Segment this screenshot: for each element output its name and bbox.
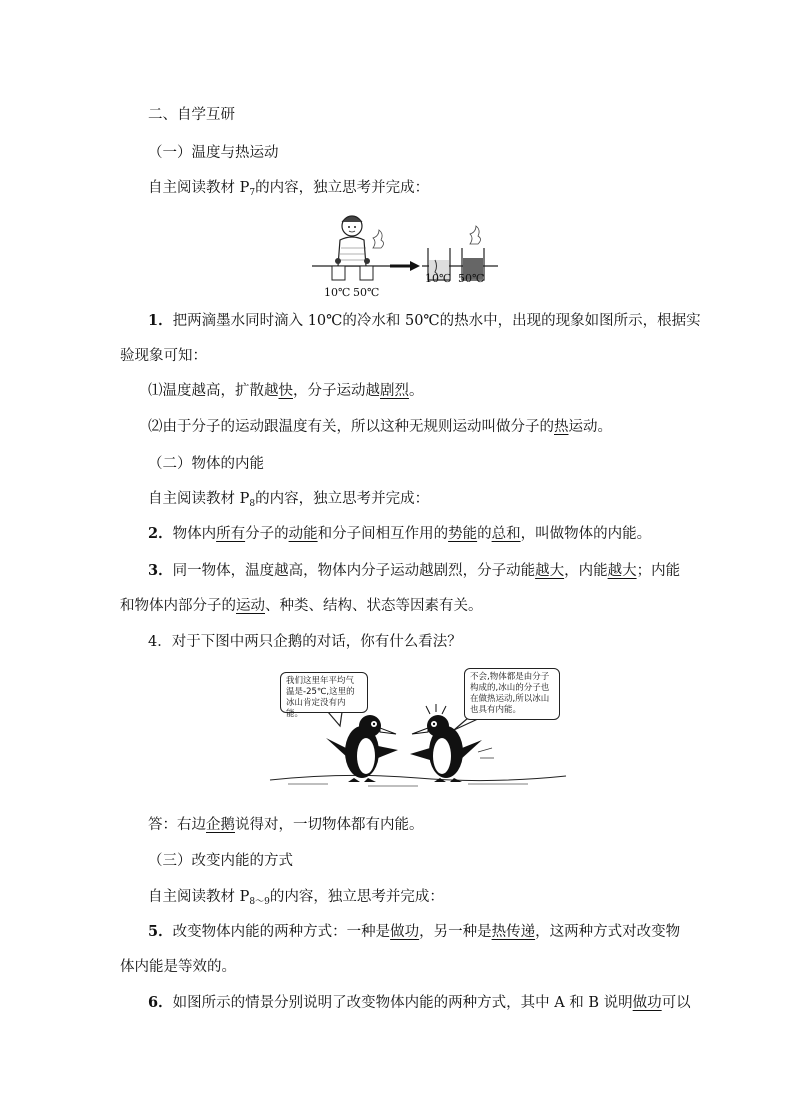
q4-question: 4．对于下图中两只企鹅的对话，你有什么看法？ <box>148 634 462 650</box>
section-title: 二、自学互研 <box>148 107 235 123</box>
label-hot-1: 50℃ <box>353 286 380 299</box>
q1-line1: 1．把两滴墨水同时滴入 10℃的冷水和 50℃的热水中，出现的现象如图所示，根据实 <box>148 312 701 329</box>
label-hot-2: 50℃ <box>458 272 485 285</box>
q3-line2: 和物体内部分子的运动、种类、结构、状态等因素有关。 <box>120 598 483 614</box>
q1-sub2: ⑵由于分子的运动跟温度有关，所以这种无规则运动叫做分子的热运动。 <box>148 419 612 435</box>
q6-line1: 6．如图所示的情景分别说明了改变物体内能的两种方式，其中 A 和 B 说明做功可以 <box>148 994 691 1011</box>
part3-instruction: 自主阅读教材 $P_{8\sim 9}$的内容，独立思考并完成： <box>148 889 444 907</box>
label-cold-1: 10℃ <box>324 286 351 299</box>
part3-heading: （三）改变内能的方式 <box>148 853 293 869</box>
part2-instruction: 自主阅读教材 $P_8$的内容，独立思考并完成： <box>148 491 430 509</box>
speech-bubble-left: 我们这里年平均气温是-25℃,这里的冰山肯定没有内能。 <box>280 672 368 713</box>
q1-line2: 验现象可知： <box>120 348 207 364</box>
part2-heading: （二）物体的内能 <box>148 456 264 472</box>
part1-heading: （一）温度与热运动 <box>148 145 279 161</box>
penguin-figure <box>268 668 568 790</box>
q3-line1: 3．同一物体，温度越高，物体内分子运动越剧烈，分子动能越大，内能越大；内能 <box>148 562 681 579</box>
speech-bubble-right: 不会,物体都是由分子构成的,冰山的分子也在做热运动,所以冰山也具有内能。 <box>464 668 560 720</box>
diffusion-figure <box>310 208 500 300</box>
q1-sub1: ⑴温度越高，扩散越快，分子运动越剧烈。 <box>148 383 424 399</box>
q5-line1: 5．改变物体内能的两种方式：一种是做功，另一种是热传递，这两种方式对改变物 <box>148 923 681 940</box>
q4-answer: 答：右边企鹅说得对，一切物体都有内能。 <box>148 817 424 833</box>
q2: 2．物体内所有分子的动能和分子间相互作用的势能的总和，叫做物体的内能。 <box>148 525 652 542</box>
q5-line2: 体内能是等效的。 <box>120 959 236 975</box>
label-cold-2: 10℃ <box>425 272 452 285</box>
part1-instruction: 自主阅读教材 $P_7$的内容，独立思考并完成： <box>148 180 430 198</box>
